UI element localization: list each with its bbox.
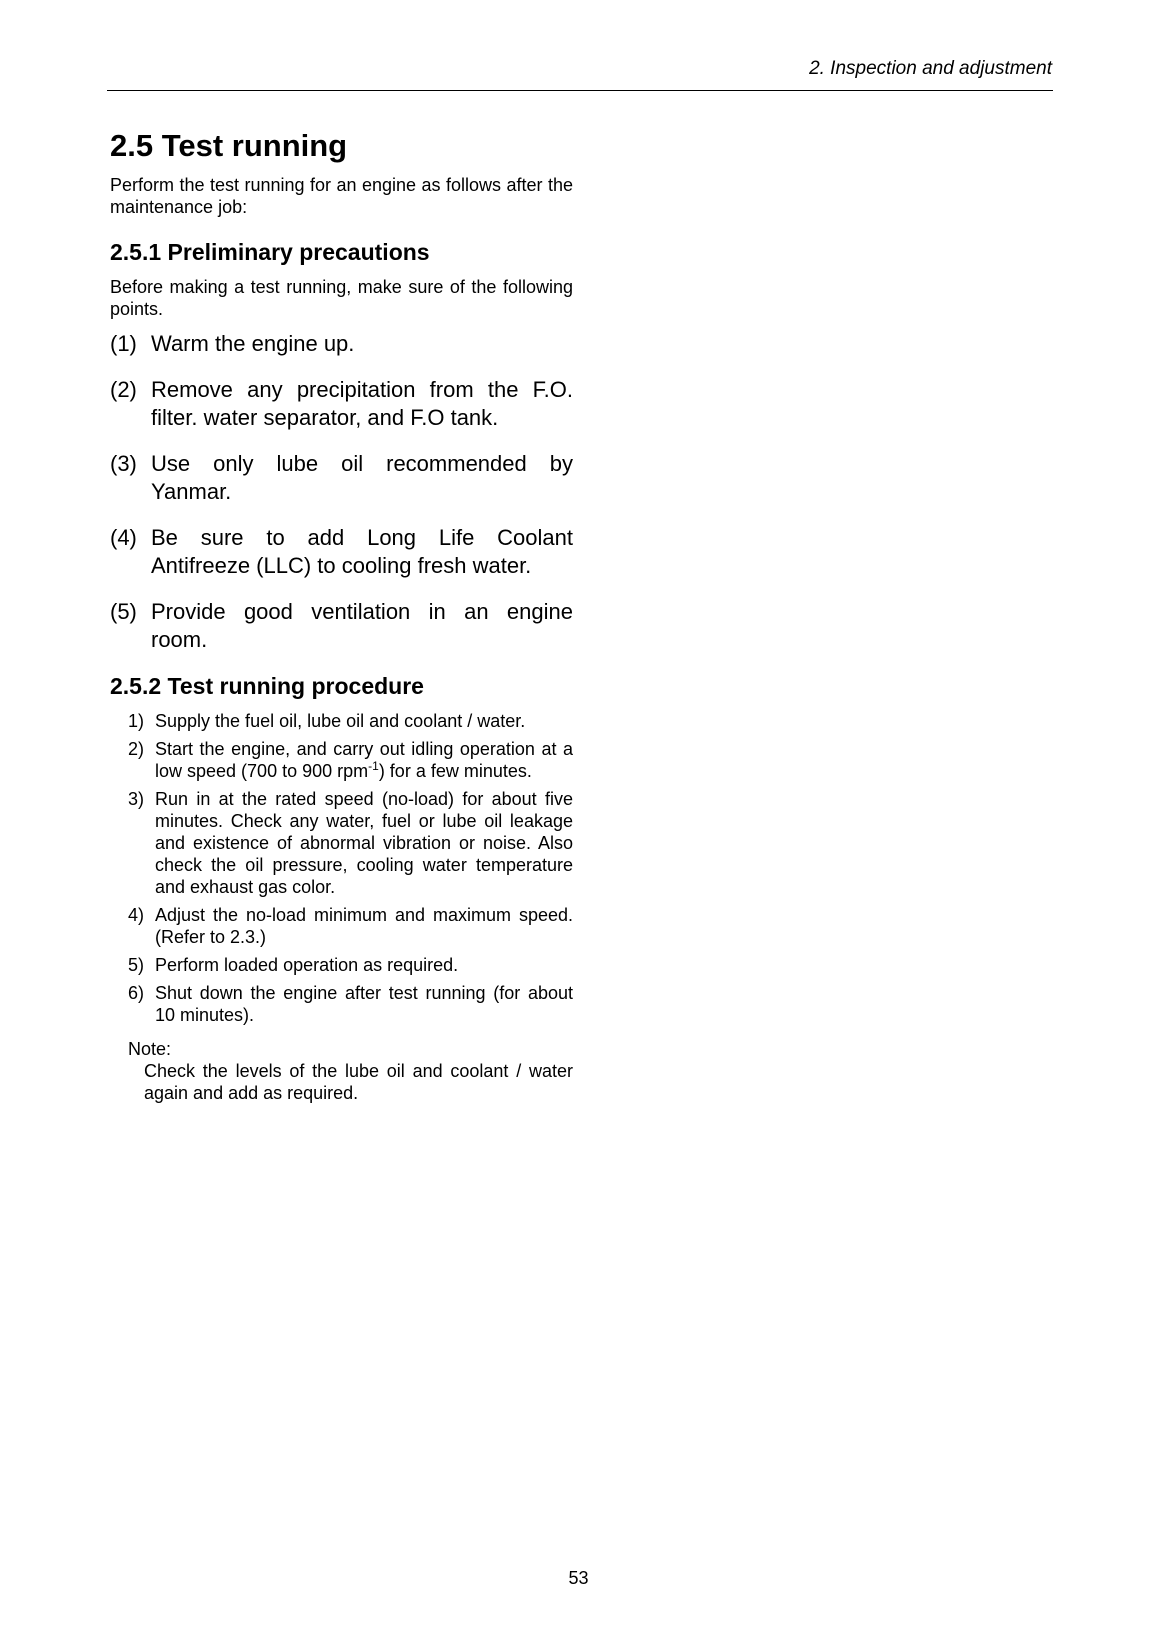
list-item	[110, 450, 573, 506]
list-item-text-after: ) for a few minutes.	[378, 761, 532, 781]
list-item-number: 3)	[128, 789, 145, 809]
list-item	[128, 954, 573, 976]
list-item	[110, 376, 573, 432]
list-item-text: Be sure to add Long Life Coolant Antifreeze (LLC) to cooling fresh water.	[151, 525, 573, 578]
list-item-number: 5)	[128, 955, 145, 975]
list-item-number: (5)	[110, 599, 137, 624]
list-item	[110, 598, 573, 654]
list-item-text: Use only lube oil recommended by Yanmar.	[151, 451, 573, 504]
list-item	[128, 904, 573, 948]
note-text: Check the levels of the lube oil and coolant / water again and add as required.	[144, 1061, 573, 1103]
list-item-text: Remove any precipitation from the F.O. filter. water separator, and F.O tank.	[151, 377, 573, 430]
list-item-text: Provide good ventilation in an engine room.	[151, 599, 573, 652]
precautions-list	[110, 330, 573, 654]
list-item	[110, 330, 573, 358]
list-item	[128, 788, 573, 898]
section-intro: Perform the test running for an engine as follows after the maintenance job:	[110, 175, 573, 217]
list-item-number: (2)	[110, 377, 137, 402]
list-item-number: 4)	[128, 905, 145, 925]
list-item-text: Run in at the rated speed (no-load) for about five minutes. Check any water, fuel or lube oil leakage and existence of abnormal vibration or noise. Also check the oil pressure, cooling water temperature and exhaust gas color.	[155, 789, 573, 897]
subsection-title-preliminary: 2.5.1 Preliminary precautions	[110, 239, 430, 265]
list-item	[128, 710, 573, 732]
superscript: -1	[368, 759, 379, 773]
page-number: 53	[568, 1568, 589, 1588]
list-item	[128, 982, 573, 1026]
list-item-number: (4)	[110, 525, 137, 550]
list-item-number: 2)	[128, 739, 145, 759]
list-item	[128, 738, 573, 782]
list-item-number: (1)	[110, 331, 137, 356]
list-item-number: 1)	[128, 711, 145, 731]
running-header: 2. Inspection and adjustment	[809, 58, 1052, 79]
note-block	[110, 1038, 573, 1104]
list-item-text: Perform loaded operation as required.	[155, 955, 459, 975]
page-content	[110, 128, 573, 1104]
list-item-number: (3)	[110, 451, 137, 476]
list-item-text-before: Start the engine, and carry out idling operation at a low speed (700 to 900 rpm	[155, 739, 573, 781]
list-item-text: Warm the engine up.	[151, 331, 355, 356]
list-item-text: Shut down the engine after test running (for about 10 minutes).	[155, 983, 573, 1025]
note-label: Note:	[128, 1039, 172, 1059]
list-item-text: Supply the fuel oil, lube oil and coolant / water.	[155, 711, 526, 731]
subsection-title-procedure: 2.5.2 Test running procedure	[110, 673, 424, 699]
header-rule	[107, 90, 1053, 91]
list-item-text: Adjust the no-load minimum and maximum speed. (Refer to 2.3.)	[155, 905, 573, 947]
list-item-number: 6)	[128, 983, 145, 1003]
procedure-list	[110, 710, 573, 1026]
preliminary-intro: Before making a test running, make sure of the following points.	[110, 277, 573, 319]
section-title: 2.5 Test running	[110, 128, 348, 163]
list-item	[110, 524, 573, 580]
